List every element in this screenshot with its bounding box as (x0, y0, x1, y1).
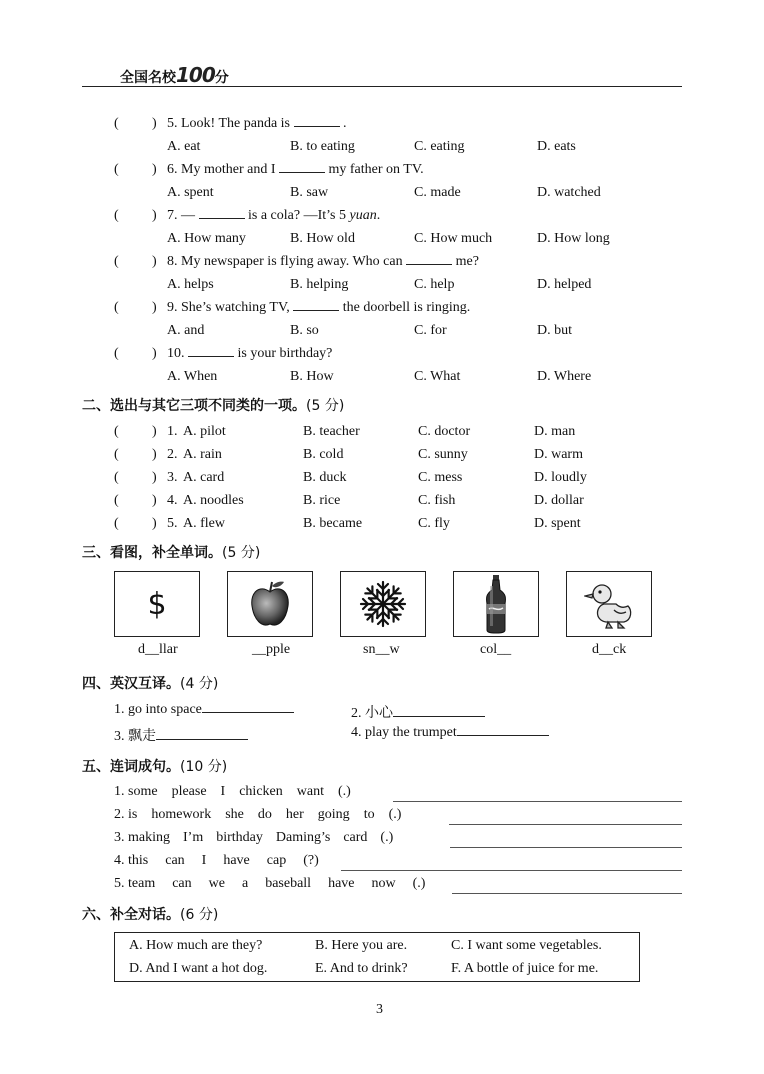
option: A. helps (167, 277, 214, 292)
option: D. loudly (534, 470, 587, 485)
answer-blank[interactable] (156, 739, 248, 740)
answer-paren[interactable]: ( (114, 254, 119, 269)
option: A. eat (167, 139, 201, 154)
word: have (328, 876, 355, 891)
item-number: 1. (114, 702, 125, 717)
header-suffix: 分 (214, 70, 229, 86)
answer-paren[interactable]: ( (114, 300, 119, 315)
word: we (208, 876, 225, 891)
option: D. helped (537, 277, 592, 292)
option: C. doctor (418, 424, 471, 439)
item-number: 2. (114, 807, 125, 822)
sentence-words (114, 807, 415, 823)
word: a (241, 876, 249, 891)
option: B. helping (290, 277, 349, 292)
word: I (220, 784, 226, 799)
word: can (165, 853, 185, 868)
question-number: 8. (167, 254, 178, 269)
option: D. How long (537, 231, 610, 246)
dollar-sign-icon: $ (147, 586, 167, 622)
part5-title (82, 756, 227, 776)
answer-paren-close: ) (152, 208, 157, 223)
part4-item-4 (351, 725, 549, 741)
word: some (128, 784, 158, 799)
row-number: 3. (167, 470, 178, 485)
option: A. flew (183, 516, 225, 531)
row-number: 2. (167, 447, 178, 462)
word: team (128, 876, 156, 891)
answer-paren[interactable]: ( (114, 208, 119, 223)
option: C. fly (418, 516, 450, 531)
option: D. spent (534, 516, 581, 531)
question-text-post: the doorbell is ringing. (342, 300, 471, 315)
option: B. cold (303, 447, 344, 462)
question-text-post: is a cola? —It’s 5 (248, 208, 346, 223)
option: A. noodles (183, 493, 244, 508)
picture-apple (227, 571, 313, 637)
item-text: go into space (128, 702, 202, 717)
question-text-post: . (343, 116, 347, 131)
question-text-pre: My mother and I (181, 162, 276, 177)
option: A. and (167, 323, 205, 338)
option: B. How (290, 369, 334, 384)
answer-paren[interactable]: ( (114, 424, 119, 439)
sentence-words (114, 853, 336, 869)
row-number: 1. (167, 424, 178, 439)
item-number: 1. (114, 784, 125, 799)
part6-title-text: 六、补全对话。 (82, 907, 180, 923)
question-number: 7. (167, 208, 178, 223)
dialogue-option-a: A. How much are they? (129, 938, 263, 953)
option: A. When (167, 369, 218, 384)
answer-line-1[interactable] (393, 801, 682, 802)
word: (.) (388, 807, 402, 822)
picture-dollar (114, 571, 200, 637)
option: D. warm (534, 447, 583, 462)
word: do (257, 807, 272, 822)
option: B. became (303, 516, 363, 531)
answer-paren-close: ) (152, 493, 157, 508)
word: her (285, 807, 304, 822)
caption-snow: sn__w (363, 642, 400, 657)
word: (?) (303, 853, 319, 868)
question-text-pre: — (181, 208, 195, 223)
answer-paren[interactable]: ( (114, 116, 119, 131)
question-text-italic: yuan (349, 208, 377, 223)
question-text-post: my father on TV. (328, 162, 424, 177)
part2-points: (5 分) (306, 398, 345, 414)
snowflake-icon (357, 578, 409, 630)
word: (.) (337, 784, 351, 799)
option: A. spent (167, 185, 214, 200)
question-stem (167, 162, 424, 178)
answer-paren-close: ) (152, 346, 157, 361)
answer-paren[interactable]: ( (114, 516, 119, 531)
question-text-pre: Look! The panda is (181, 116, 290, 131)
part2-title (82, 395, 344, 415)
answer-line-4[interactable] (341, 870, 682, 871)
option: C. How much (414, 231, 493, 246)
part4-item-2 (351, 702, 485, 722)
dialogue-option-f: F. A bottle of juice for me. (451, 961, 599, 976)
answer-paren[interactable]: ( (114, 493, 119, 508)
dialogue-option-c: C. I want some vegetables. (451, 938, 602, 953)
header-title: 全国名校 (120, 70, 176, 86)
word: chicken (239, 784, 283, 799)
caption-dollar: d__llar (138, 642, 178, 657)
part4-title (82, 673, 218, 693)
answer-paren-close: ) (152, 254, 157, 269)
answer-paren[interactable]: ( (114, 346, 119, 361)
answer-paren-close: ) (152, 116, 157, 131)
word: I (201, 853, 207, 868)
option: C. What (414, 369, 461, 384)
answer-line-2[interactable] (449, 824, 682, 825)
question-text-pre: My newspaper is flying away. Who can (181, 254, 403, 269)
option: D. dollar (534, 493, 584, 508)
part4-title-text: 四、英汉互译。 (82, 676, 180, 692)
sentence-words (114, 830, 406, 846)
option: B. saw (290, 185, 329, 200)
option: D. man (534, 424, 576, 439)
item-text: 飘走 (128, 728, 156, 744)
answer-line-3[interactable] (450, 847, 682, 848)
question-stem (167, 346, 332, 362)
word: homework (151, 807, 212, 822)
question-text-post: is your birthday? (237, 346, 333, 361)
option: B. How old (290, 231, 355, 246)
answer-paren[interactable]: ( (114, 162, 119, 177)
option: D. eats (537, 139, 576, 154)
option: C. eating (414, 139, 465, 154)
part4-points: (4 分) (180, 676, 219, 692)
part3-title (82, 542, 260, 562)
question-text-end: . (376, 208, 381, 223)
option: A. rain (183, 447, 222, 462)
answer-blank[interactable] (393, 716, 485, 717)
answer-blank[interactable] (199, 218, 245, 219)
answer-paren-close: ) (152, 516, 157, 531)
part6-points: (6 分) (180, 907, 219, 923)
answer-paren-close: ) (152, 447, 157, 462)
part5-title-text: 五、连词成句。 (82, 759, 180, 775)
dialogue-option-b: B. Here you are. (315, 938, 408, 953)
option: C. for (414, 323, 447, 338)
part3-points: (5 分) (222, 545, 261, 561)
picture-cola (453, 571, 539, 637)
answer-blank[interactable] (188, 356, 234, 357)
row-number: 5. (167, 516, 178, 531)
question-stem (167, 116, 347, 132)
word: now (371, 876, 396, 891)
answer-blank[interactable] (406, 264, 452, 265)
word: want (296, 784, 324, 799)
word: I’m (183, 830, 204, 845)
answer-paren[interactable]: ( (114, 447, 119, 462)
cola-bottle-icon (484, 574, 508, 634)
question-text-pre: She’s watching TV, (181, 300, 290, 315)
word: going (317, 807, 350, 822)
answer-line-5[interactable] (452, 893, 682, 894)
answer-blank[interactable] (457, 735, 549, 736)
word: birthday (216, 830, 263, 845)
word: Daming’s (275, 830, 331, 845)
option: C. fish (418, 493, 456, 508)
part6-title (82, 904, 218, 924)
question-number: 10. (167, 346, 185, 361)
part5-points: (10 分) (180, 759, 228, 775)
caption-duck: d__ck (592, 642, 627, 657)
header-number: 100 (176, 63, 215, 87)
answer-paren-close: ) (152, 162, 157, 177)
answer-paren-close: ) (152, 424, 157, 439)
option: C. mess (418, 470, 463, 485)
question-number: 5. (167, 116, 178, 131)
caption-apple: __pple (252, 642, 291, 657)
dialogue-option-d: D. And I want a hot dog. (129, 961, 268, 976)
answer-blank[interactable] (279, 172, 325, 173)
item-text: 小心 (365, 705, 393, 721)
option: B. so (290, 323, 319, 338)
part4-item-1 (114, 702, 294, 718)
word: have (223, 853, 250, 868)
item-number: 3. (114, 729, 125, 744)
option: A. card (183, 470, 225, 485)
word: (.) (380, 830, 394, 845)
answer-paren-close: ) (152, 300, 157, 315)
question-text-post: me? (455, 254, 479, 269)
word: (.) (412, 876, 426, 891)
word: card (343, 830, 368, 845)
item-text: play the trumpet (365, 725, 457, 740)
part4-item-3 (114, 725, 248, 745)
picture-snowflake (340, 571, 426, 637)
option: A. How many (167, 231, 246, 246)
page-header (120, 63, 229, 87)
option: D. Where (537, 369, 592, 384)
header-divider (82, 86, 682, 87)
part2-title-text: 二、选出与其它三项不同类的一项。 (82, 398, 306, 414)
answer-blank[interactable] (202, 712, 294, 713)
question-number: 9. (167, 300, 178, 315)
item-number: 4. (114, 853, 125, 868)
option: B. teacher (303, 424, 360, 439)
question-number: 6. (167, 162, 178, 177)
item-number: 5. (114, 876, 125, 891)
question-stem (167, 300, 470, 316)
item-number: 3. (114, 830, 125, 845)
duck-icon (584, 578, 634, 630)
option: D. but (537, 323, 572, 338)
word: making (128, 830, 170, 845)
question-stem (167, 208, 380, 224)
sentence-words (114, 876, 442, 892)
option: A. pilot (183, 424, 226, 439)
word: please (171, 784, 207, 799)
answer-blank[interactable] (294, 126, 340, 127)
option: D. watched (537, 185, 601, 200)
item-number: 4. (351, 725, 362, 740)
word: is (128, 807, 138, 822)
answer-paren[interactable]: ( (114, 470, 119, 485)
word: this (128, 853, 149, 868)
option: C. help (414, 277, 455, 292)
word: she (225, 807, 244, 822)
option: C. made (414, 185, 461, 200)
caption-cola: col__ (480, 642, 512, 657)
dialogue-option-e: E. And to drink? (315, 961, 408, 976)
option: B. duck (303, 470, 347, 485)
word: can (172, 876, 192, 891)
option: B. to eating (290, 139, 355, 154)
row-number: 4. (167, 493, 178, 508)
page-number: 3 (376, 1002, 383, 1017)
part3-title-text: 三、看图，补全单词。 (82, 545, 222, 561)
apple-icon (248, 578, 292, 630)
answer-paren-close: ) (152, 470, 157, 485)
item-number: 2. (351, 706, 362, 721)
sentence-words (114, 784, 365, 800)
word: to (363, 807, 375, 822)
word: cap (266, 853, 287, 868)
option: B. rice (303, 493, 341, 508)
question-stem (167, 254, 479, 270)
option: C. sunny (418, 447, 468, 462)
word: baseball (265, 876, 312, 891)
picture-duck (566, 571, 652, 637)
answer-blank[interactable] (293, 310, 339, 311)
